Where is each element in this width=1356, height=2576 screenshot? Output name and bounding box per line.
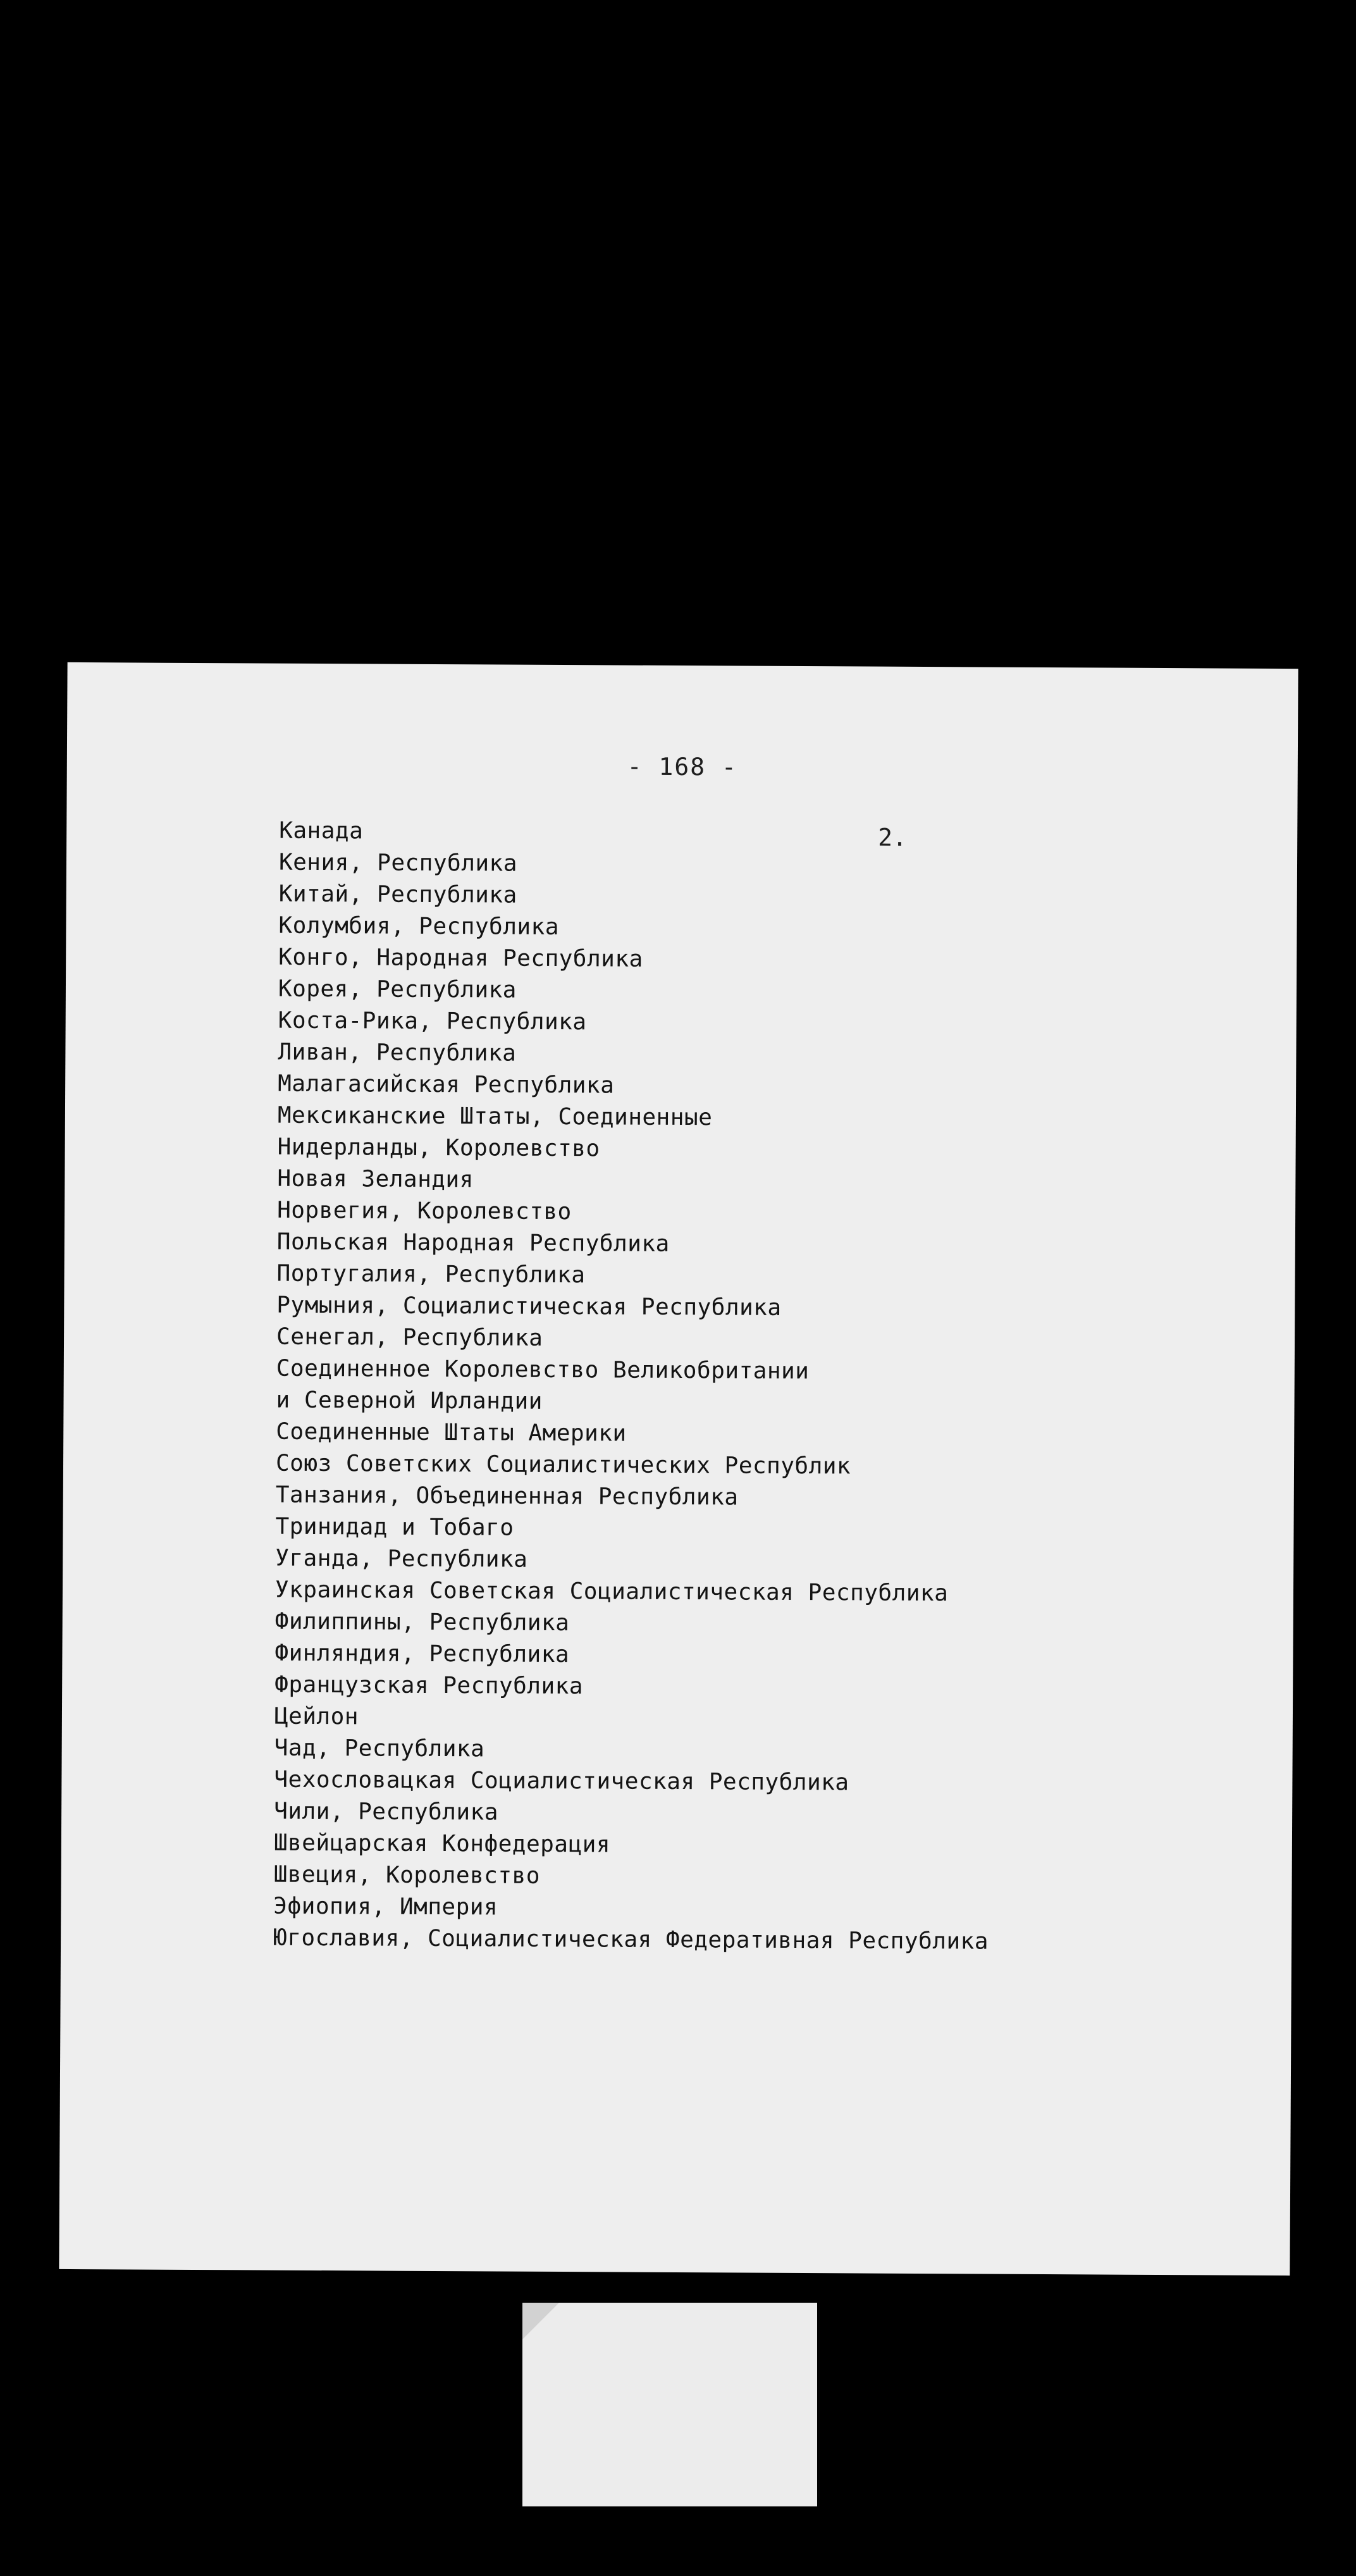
list-item: Швейцарская Конфедерация: [273, 1830, 611, 1858]
list-item: Польская Народная Республика: [276, 1229, 670, 1257]
list-item: Чад, Республика: [274, 1735, 485, 1762]
page-number: - 168 -: [627, 752, 738, 781]
list-item: Танзания, Объединенная Республика: [275, 1482, 739, 1511]
list-item: Филиппины, Республика: [274, 1608, 570, 1637]
list-item: Мексиканские Штаты, Соединенные: [277, 1102, 713, 1131]
list-item: Швеция, Королевство: [273, 1861, 541, 1889]
list-item: Финляндия, Республика: [274, 1640, 570, 1668]
list-item: Нидерланды, Королевство: [277, 1134, 600, 1162]
list-item: Конго, Народная Республика: [278, 944, 643, 972]
list-item: Колумбия, Республика: [278, 912, 560, 940]
list-item: Цейлон: [274, 1703, 359, 1730]
list-item: Ливан, Республика: [278, 1039, 517, 1067]
list-item: Норвегия, Королевство: [277, 1197, 572, 1225]
list-item: и Северной Ирландии: [276, 1387, 543, 1415]
list-item: Эфиопия, Империя: [273, 1893, 498, 1921]
list-item: Румыния, Социалистическая Республика: [276, 1292, 782, 1321]
list-item: Тринидад и Тобаго: [275, 1513, 514, 1541]
list-item: Чехословацкая Социалистическая Республика: [274, 1766, 849, 1796]
country-list: [273, 815, 994, 1958]
list-item: Украинская Советская Социалистическая Республика: [274, 1576, 949, 1607]
list-item: Соединенные Штаты Америки: [276, 1418, 627, 1447]
list-item: Уганда, Республика: [275, 1545, 528, 1573]
list-item: Кения, Республика: [278, 849, 518, 877]
section-number: 2.: [878, 823, 908, 851]
card-fold-corner: [522, 2303, 559, 2339]
list-item: Новая Зеландия: [277, 1165, 474, 1193]
list-item: Канада: [279, 817, 364, 845]
list-item: Китай, Республика: [278, 881, 517, 908]
list-item: Союз Советских Социалистических Республик: [275, 1450, 851, 1480]
document-page: [59, 662, 1298, 2276]
list-item: Малагасийская Республика: [278, 1070, 615, 1099]
list-item: Французская Республика: [274, 1671, 584, 1700]
list-item: Югославия, Социалистическая Федеративная Республика: [273, 1924, 989, 1955]
list-item: Корея, Республика: [278, 975, 517, 1003]
blank-target-card: [522, 2303, 817, 2506]
list-item: Сенегал, Республика: [276, 1323, 543, 1351]
list-item: Чили, Республика: [274, 1798, 499, 1826]
list-item: Коста-Рика, Республика: [278, 1007, 587, 1036]
list-item: Соединенное Королевство Великобритании: [276, 1355, 810, 1385]
list-item: Португалия, Республика: [276, 1260, 586, 1289]
